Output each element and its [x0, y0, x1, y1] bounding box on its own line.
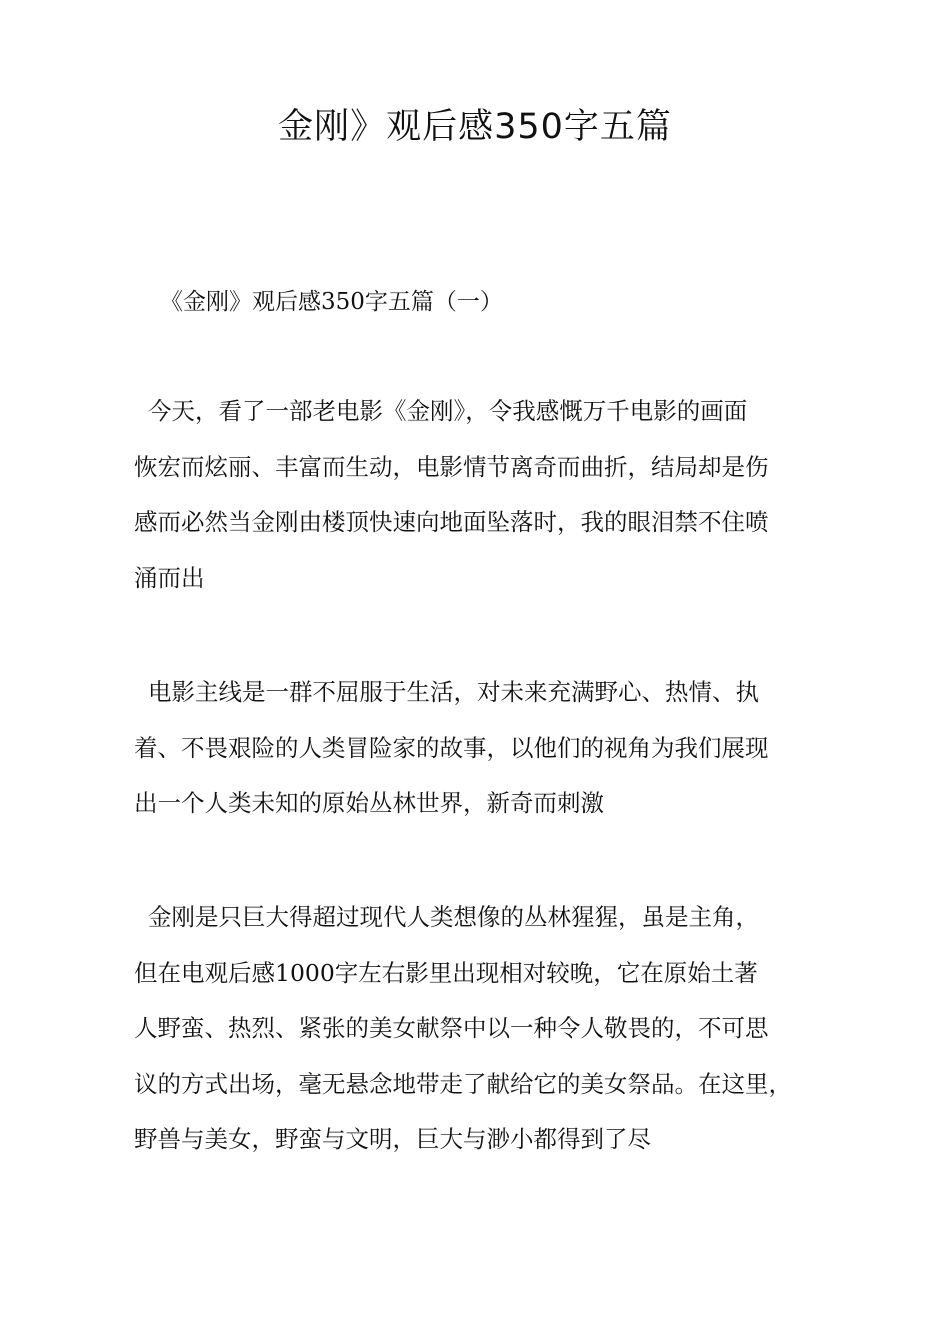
paragraph-line: 涌而出: [134, 563, 205, 592]
paragraph-line: 议的方式出场，毫无悬念地带走了献给它的美女祭品。在这里，: [134, 1069, 792, 1098]
paragraph-2: [134, 665, 834, 832]
paragraph-line: 电影主线是一群不屈服于生活，对未来充满野心、热情、执: [148, 678, 759, 706]
paragraph-line: 今天，看了一部老电影《金刚》，令我感慨万千电影的画面: [148, 397, 748, 425]
paragraph-line: 恢宏而炫丽、丰富而生动，电影情节离奇而曲折，结局却是伤: [134, 452, 769, 481]
paragraph-line: 野兽与美女，野蛮与文明，巨大与渺小都得到了尽: [134, 1125, 651, 1153]
paragraph-line: 人野蛮、热烈、紧张的美女献祭中以一种令人敬畏的，不可思: [134, 1014, 769, 1042]
paragraph-3: [134, 890, 834, 1168]
document-title: 金刚》观后感350字五篇: [278, 107, 672, 147]
paragraph-line: 但在电观后感1000字左右影里出现相对较晚，它在原始土著: [134, 958, 758, 987]
paragraph-line: 感而必然当金刚由楼顶快速向地面坠落时，我的眼泪禁不住喷: [134, 508, 769, 536]
paragraph-line: 着、不畏艰险的人类冒险家的故事，以他们的视角为我们展现: [134, 733, 769, 762]
paragraph-line: 金刚是只巨大得超过现代人类想像的丛林猩猩，虽是主角，: [148, 903, 759, 931]
paragraph-line: 出一个人类未知的原始丛林世界，新奇而刺激: [134, 789, 604, 817]
section-heading: 《金刚》观后感350字五篇（一）: [160, 289, 503, 315]
paragraph-1: [134, 384, 834, 606]
